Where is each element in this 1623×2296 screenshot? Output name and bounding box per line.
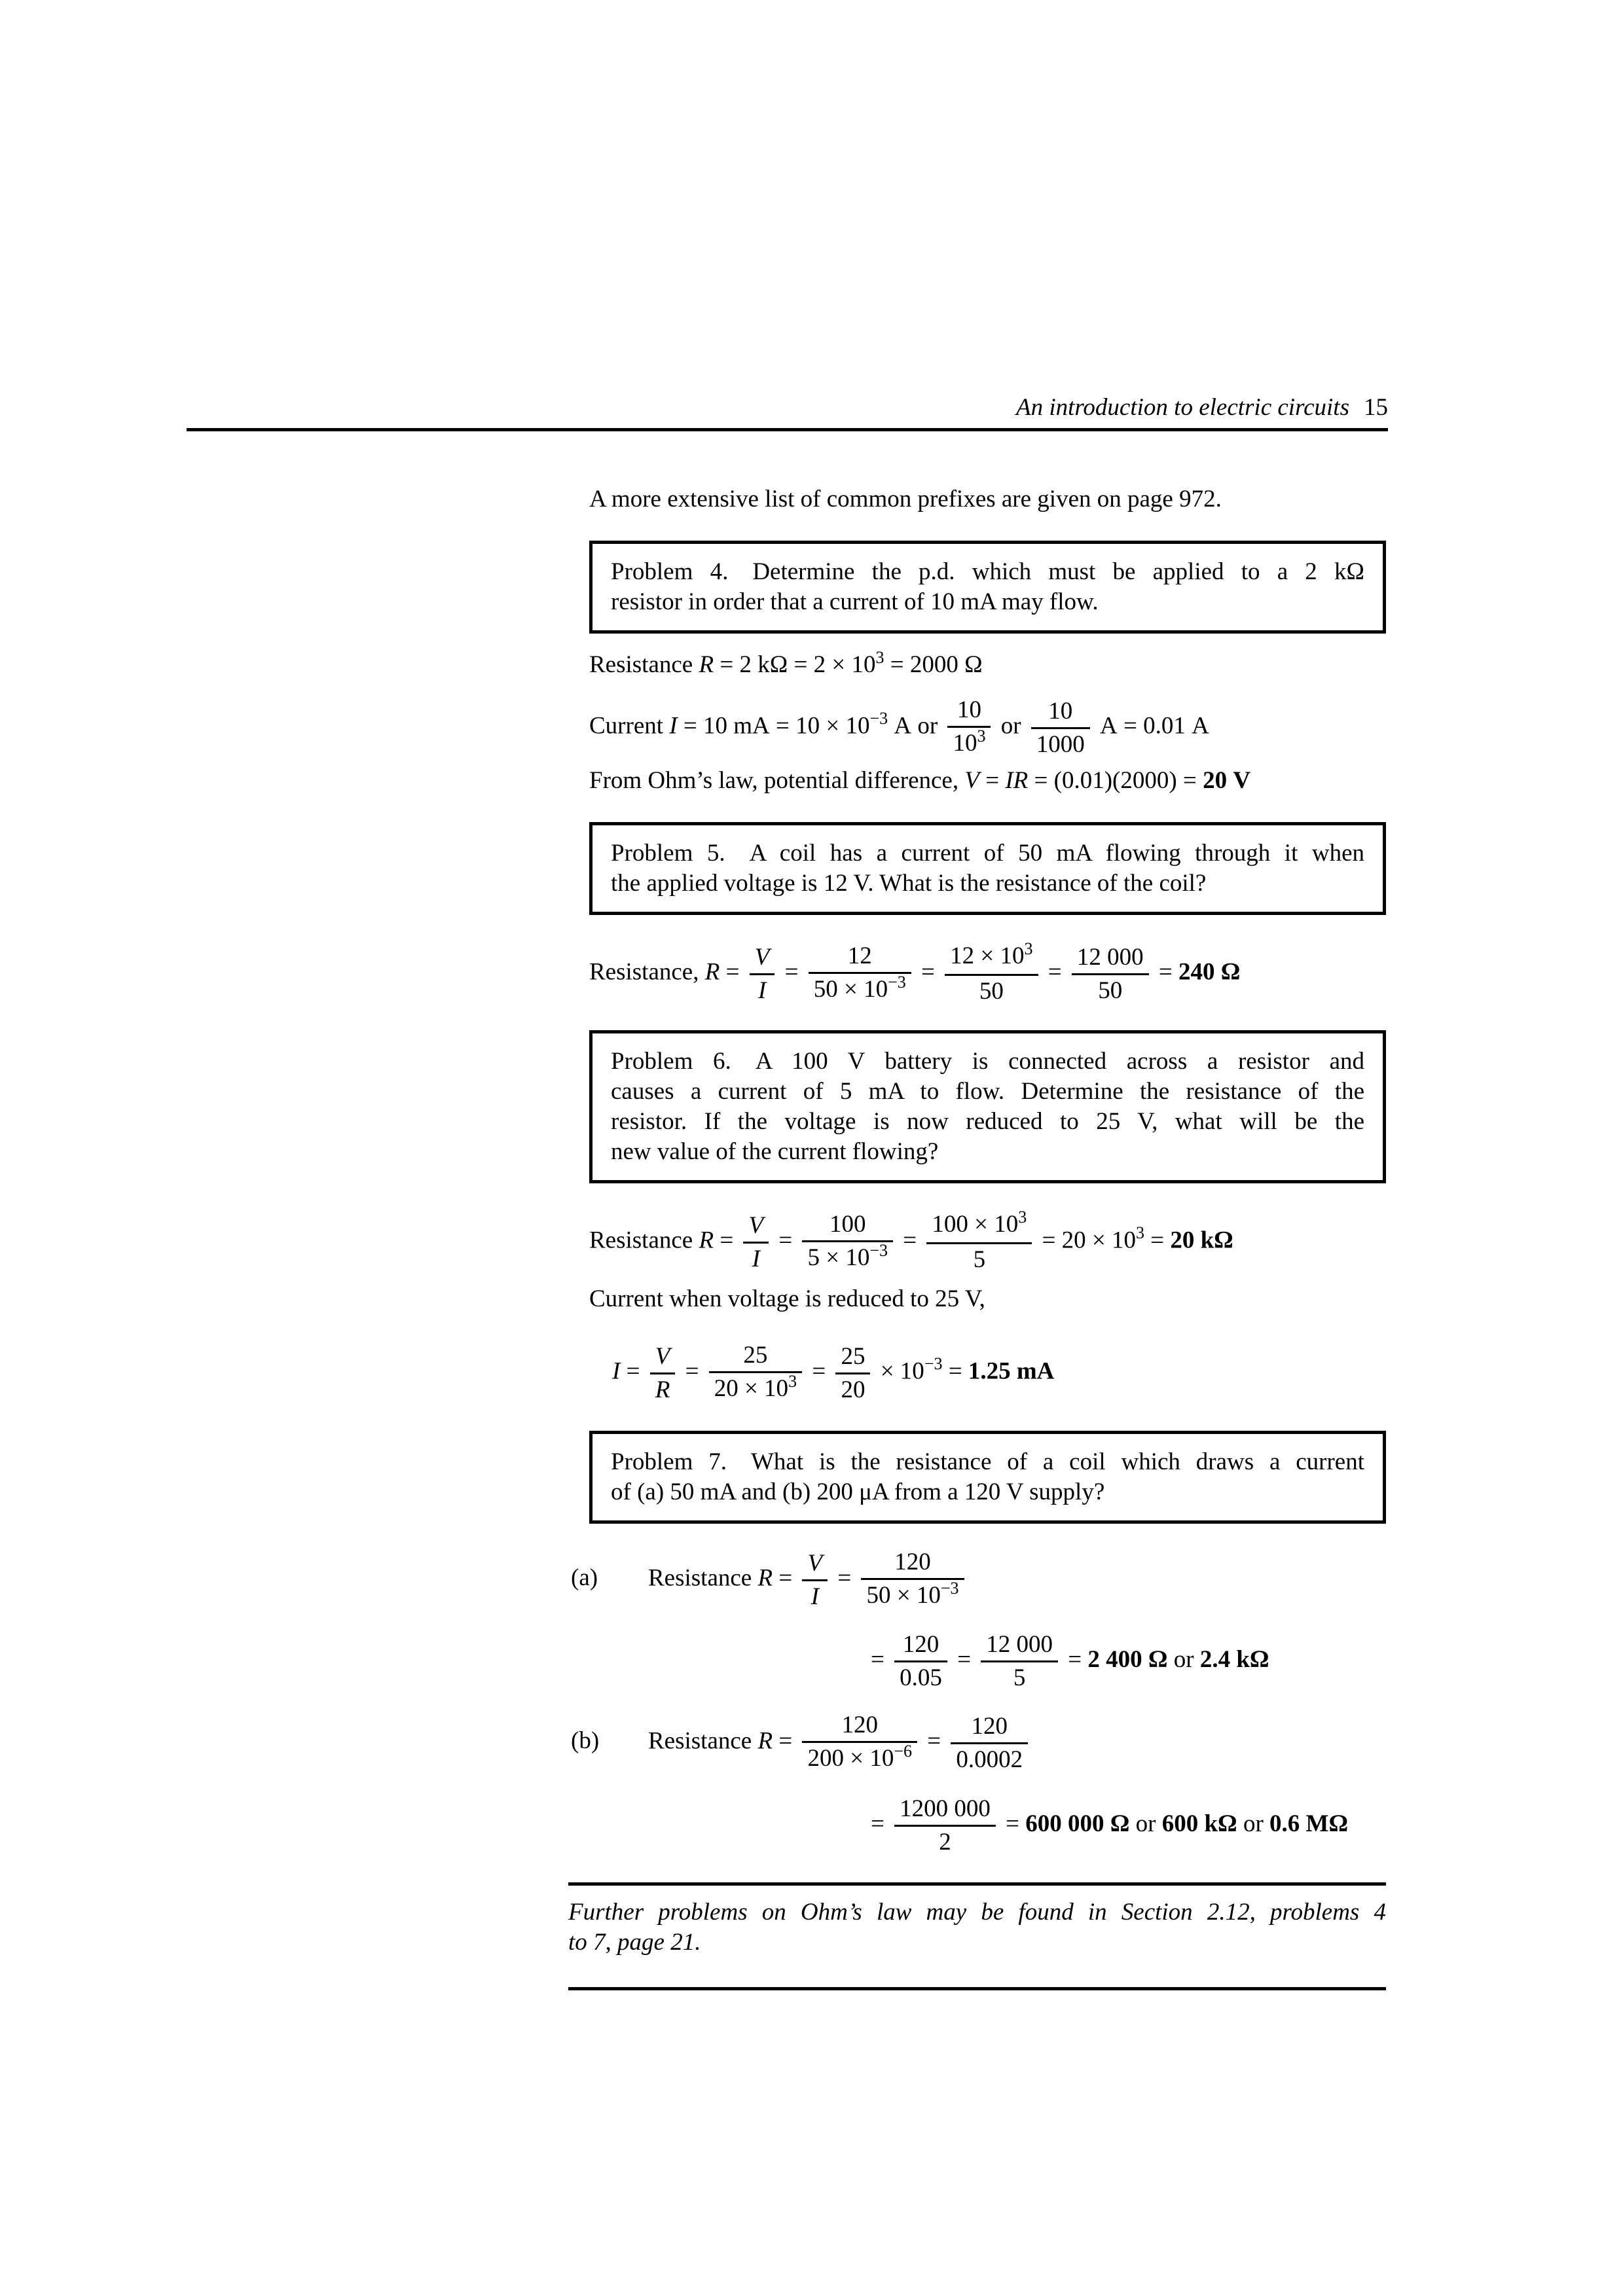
math-token: 12 000 [1076,943,1144,971]
text-line: Problem 4. Determine the p.d. which must be applied to a 2 kΩ [611,558,1364,585]
footer-rule-bottom [568,1987,1386,1990]
fraction [802,1712,917,1774]
footer-note [568,1897,1386,1958]
math-token: Resistance, [589,958,705,986]
fraction [1031,698,1090,759]
math-token: 20 [841,1376,866,1403]
text-line: Further problems on Ohm’s law may be found in Section 2.12, problems 4 [568,1899,1386,1926]
math-token: 0.6 MΩ [1269,1810,1349,1837]
math-token: 50 × 10 [866,1582,941,1609]
text-line: resistor in order that a current of 10 mA may flow. [611,588,1099,615]
math-token: 2.4 kΩ [1199,1645,1269,1673]
problem-5-box [589,822,1386,915]
header-rule [187,428,1388,431]
eq-current-p4 [589,696,1386,759]
math-token: 1200 000 [900,1795,991,1822]
fraction [894,1795,996,1856]
math-token: = 2 kΩ = 2 × 10 [714,651,876,678]
math-token: Resistance [648,1727,758,1755]
math-token: = [921,1727,947,1755]
math-token: = [871,1810,891,1837]
math-token: = [1062,1645,1088,1673]
fraction [809,942,911,1005]
math-token: = [871,1645,891,1673]
text-line: of (a) 50 mA and (b) 200 μA from a 120 V supply? [611,1479,1105,1505]
math-token: 20 × 10 [714,1375,789,1402]
item-b-label: (b) [571,1727,600,1755]
math-token: = [679,1357,705,1385]
math-token: 0.05 [900,1664,942,1691]
fraction [802,1550,828,1611]
math-token: 10 [957,696,981,723]
math-token: or [1237,1810,1270,1837]
page-number: 15 [1364,394,1388,421]
fraction [709,1342,802,1405]
problem-7-box [589,1431,1386,1524]
math-token: 25 [841,1342,866,1370]
math-token: 10 [953,730,977,757]
math-token: 0.0002 [956,1746,1023,1773]
running-head: An introduction to electric circuits [1016,394,1349,421]
eq-resistance-p4 [589,647,1386,682]
math-token: I [811,1583,819,1610]
fraction [981,1631,1058,1692]
math-token: = [1042,958,1068,986]
math-token: = [999,1810,1026,1837]
math-token: 20 V [1203,767,1251,794]
math-token: I [612,1357,621,1385]
fraction [861,1549,964,1611]
current-reduced-note: Current when voltage is reduced to 25 V, [589,1285,985,1312]
eq-resistance-p5 [589,939,1386,1005]
math-token: 100 × 10 [932,1211,1019,1238]
math-token: = [1152,958,1178,986]
fraction [951,1713,1028,1774]
footer-group [568,1882,1386,1990]
text-line: new value of the current flowing? [611,1138,939,1165]
math-token: −3 [924,1354,943,1374]
math-token: 240 Ω [1178,958,1241,986]
fraction [750,944,775,1005]
math-token: I [752,1245,760,1272]
eq-resistance-p7a [648,1549,968,1611]
math-token: R [699,651,714,678]
eq-resistance-p7b-cont [871,1795,1386,1856]
math-token: 12 000 [986,1631,1053,1658]
math-token: = 20 × 10 [1036,1227,1136,1254]
math-token: 50 × 10 [813,976,888,1003]
fraction [835,1343,870,1404]
math-token: = 10 mA = 10 × 10 [677,712,870,740]
text-line: Problem 6. A 100 V battery is connected across a resistor and [611,1048,1364,1075]
math-token: × 10 [874,1357,924,1385]
page-content [568,484,1386,1990]
intro-paragraph: A more extensive list of common prefixes are given on page 972. [589,486,1222,512]
math-token: Resistance [648,1564,758,1592]
eq-resistance-p7a-row [571,1549,1386,1611]
fraction [894,1631,947,1692]
fraction [743,1212,769,1273]
math-token: 12 × 10 [950,942,1025,969]
math-token: 10 [1048,697,1073,725]
math-token: or [1129,1810,1162,1837]
math-token: Resistance [589,651,699,678]
math-token: I [669,712,678,740]
fraction [1072,944,1149,1005]
math-token: V [655,1342,670,1370]
math-token: −6 [894,1741,913,1761]
math-token: = (0.01)(2000) = [1028,767,1203,794]
item-a-label: (a) [571,1564,598,1592]
math-token: −3 [940,1578,959,1598]
math-token: or [1167,1645,1200,1673]
math-token: 5 [973,1246,986,1273]
math-token: 1.25 mA [968,1357,1055,1385]
math-token: R [704,958,720,986]
text-line: Problem 7. What is the resistance of a coil which draws a current [611,1448,1364,1475]
math-token: 3 [788,1371,797,1391]
math-token: R [757,1727,773,1755]
math-token: I [757,977,767,1004]
math-token: = [979,767,1006,794]
math-token: 3 [977,726,986,745]
math-token: = [778,958,805,986]
math-token: 120 [841,1712,878,1738]
math-token: = 2000 Ω [884,651,983,678]
math-token: = [831,1564,858,1592]
math-token: 20 kΩ [1170,1227,1233,1254]
math-token: 50 [979,978,1004,1005]
math-token: A or [888,712,944,740]
text-line: the applied voltage is 12 V. What is the resistance of the coil? [611,870,1207,897]
math-token: V [748,1211,764,1239]
math-token: 12 [847,942,872,969]
math-token: −3 [869,1240,888,1260]
math-token: = [951,1645,977,1673]
math-token: = [806,1357,832,1385]
math-token: 100 [829,1211,866,1238]
math-token: or [994,712,1027,740]
math-token: = [1144,1227,1171,1254]
fraction [926,1207,1032,1274]
footer-rule-top [568,1882,1386,1886]
math-token: 50 [1098,977,1123,1004]
math-token: 120 [894,1549,931,1575]
math-token: = [714,1227,740,1254]
math-token: 25 [743,1342,768,1369]
math-token: 3 [1024,939,1033,958]
math-token: = [897,1227,923,1254]
problem-4-box [589,541,1386,634]
eq-resistance-p7a-cont [871,1631,1386,1692]
math-token: Resistance [589,1227,699,1254]
eq-resistance-p6 [589,1207,1386,1274]
math-token: = [620,1357,646,1385]
fraction [945,939,1038,1005]
math-token: 120 [902,1631,939,1658]
math-token: R [655,1376,670,1403]
problem-6-box [589,1030,1386,1183]
math-token: = [773,1727,799,1755]
math-token: From Ohm’s law, potential difference, [589,767,965,794]
math-token: 1000 [1036,730,1085,758]
math-token: 2 [939,1829,951,1856]
text-line: causes a current of 5 mA to flow. Determine the resistance of the [611,1078,1364,1105]
eq-ohms-law-p4 [589,766,1386,796]
math-token: V [754,943,770,971]
math-token: 600 kΩ [1161,1810,1237,1837]
math-token: R [757,1564,773,1592]
math-token: 5 × 10 [807,1244,870,1271]
fraction [947,696,991,759]
eq-current-p6 [612,1342,1386,1405]
text-line: to 7, page 21. [568,1929,701,1956]
math-token: = [720,958,746,986]
math-token: 3 [875,647,884,667]
text-line: Problem 5. A coil has a current of 50 mA flowing through it when [611,840,1364,867]
math-token: R [699,1227,714,1254]
math-token: = [915,958,941,986]
math-token: IR [1005,767,1029,794]
math-token: = [773,1564,799,1592]
math-token: 2 400 Ω [1087,1645,1168,1673]
math-token: V [964,767,979,794]
page-header [187,393,1388,423]
text-line: resistor. If the voltage is now reduced to 25 V, what will be the [611,1108,1364,1135]
math-token: V [807,1549,823,1577]
math-token: 5 [1013,1664,1026,1691]
math-token: 200 × 10 [807,1745,894,1772]
math-token: −3 [888,972,906,992]
math-token: Current [589,712,670,740]
math-token: −3 [869,709,888,728]
eq-resistance-p7b-row [571,1712,1386,1774]
fraction [802,1211,893,1274]
math-token: = [773,1227,799,1254]
math-token: 3 [1135,1223,1144,1243]
math-token: A = 0.01 A [1093,712,1209,740]
math-token: 600 000 Ω [1025,1810,1130,1837]
math-token: 120 [971,1712,1008,1740]
math-token: = [942,1357,968,1385]
math-token: 3 [1018,1207,1027,1227]
eq-resistance-p7b [648,1712,1032,1774]
fraction [650,1343,676,1404]
